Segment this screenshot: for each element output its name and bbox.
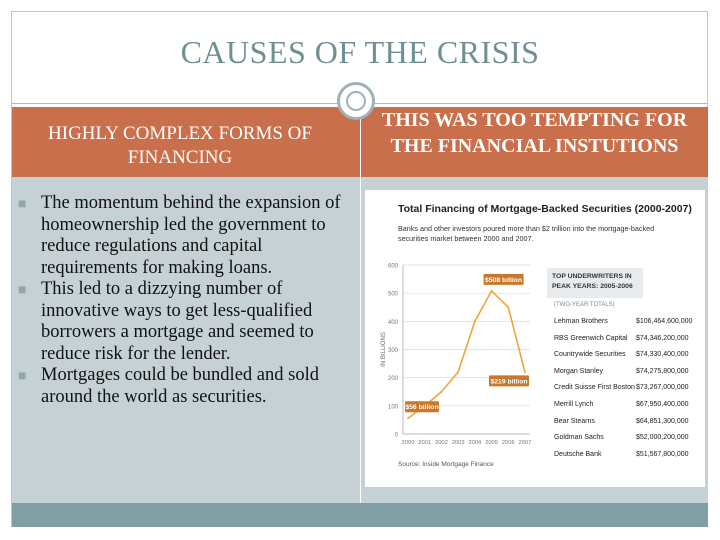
y-axis-label: IN BILLIONS (381, 332, 387, 367)
series-line (408, 291, 528, 418)
underwriter-amount: $52,000,200,000 (636, 434, 689, 442)
underwriter-name: Countrywide Securities (554, 351, 626, 359)
underwriter-name: Deutsche Bank (554, 450, 602, 458)
bullet-item (18, 279, 344, 365)
callout-label: $219 billion (490, 378, 528, 386)
underwriter-amount: $67,950,400,000 (636, 401, 689, 408)
underwriters-title: TOP UNDERWRITERS IN PEAK YEARS: 2005-2006 (552, 273, 633, 290)
y-tick-label: 100 (387, 404, 398, 411)
x-tick-label: 2002 (434, 440, 448, 446)
underwriters-box (547, 268, 643, 298)
bullet-icon: ■ (18, 369, 27, 384)
underwriter-amount: $64,851,300,000 (636, 417, 689, 425)
underwriter-amount: $74,275,800,000 (636, 367, 689, 375)
data-point (441, 391, 443, 393)
underwriter-amount: $74,330,400,000 (636, 351, 689, 359)
underwriter-amount: $74,346,200,000 (636, 334, 689, 342)
bullet-icon: ■ (18, 283, 27, 298)
data-point (491, 290, 493, 292)
y-tick-label: 300 (387, 348, 398, 354)
x-tick-label: 2004 (468, 440, 482, 446)
bullet-icon: ■ (18, 197, 27, 212)
x-tick-label: 2001 (418, 440, 432, 446)
underwriters-header: (TWO-YEAR TOTALS) (554, 302, 615, 308)
chart-source: Source: Inside Mortgage Finance (398, 461, 494, 468)
underwriter-name: Bear Stearns (554, 417, 595, 425)
circle-ornament-icon (337, 82, 375, 120)
underwriter-amount: $73,267,000,000 (636, 384, 689, 392)
left-heading-bar (12, 107, 360, 177)
underwriter-name: Merrill Lynch (554, 401, 594, 408)
chart-title: Total Financing of Mortgage-Backed Securities (2000-2007) (398, 203, 692, 215)
underwriter-name: RBS Greenwich Capital (554, 334, 628, 342)
underwriter-name: Goldman Sachs (554, 434, 604, 442)
underwriter-amount: $106,464,600,000 (636, 318, 693, 325)
x-tick-label: 2007 (518, 440, 532, 446)
bullet-item (18, 365, 344, 408)
bullet-text: The momentum behind the expansion of homeownership led the government to reduce regulations and capital requirements for making loans. (41, 193, 341, 278)
y-tick-label: 0 (394, 432, 398, 439)
underwriter-name: Lehman Brothers (554, 318, 608, 325)
underwriter-name: Credit Suisse First Boston (554, 384, 635, 392)
data-point (407, 417, 409, 419)
right-heading: THIS WAS TOO TEMPTING FOR THE FINANCIAL INSTUTIONS (381, 109, 688, 157)
x-tick-label: 2006 (501, 440, 515, 446)
bullet-text: This led to a dizzying number of innovative ways to get less-qualified borrowers a mortgage and seemed to reduce risk for the lender. (41, 279, 314, 364)
bullet-item (18, 193, 344, 279)
right-heading-bar (361, 107, 708, 177)
y-tick-label: 200 (387, 376, 398, 383)
callout-label: $56 billion (405, 404, 439, 412)
slide-title: CAUSES OF THE CRISIS (180, 34, 540, 70)
x-tick-label: 2005 (485, 440, 499, 446)
x-tick-label: 2000 (401, 440, 415, 446)
callout-label: $508 billion (485, 276, 523, 284)
footer-bar (12, 503, 708, 527)
chart-subtitle: Banks and other investors poured more than $2 trillion into the mortgage-backed securities market between 2000 and 2007. (398, 224, 655, 243)
y-tick-label: 400 (387, 319, 398, 326)
y-tick-label: 500 (387, 291, 398, 298)
data-point (457, 371, 459, 373)
y-tick-label: 600 (387, 263, 398, 270)
left-heading: HIGHLY COMPLEX FORMS OF FINANCING (48, 123, 312, 168)
chart-image (365, 190, 705, 487)
x-tick-label: 2003 (451, 440, 465, 446)
data-point (524, 371, 526, 373)
data-point (474, 320, 476, 322)
bullet-list (18, 193, 344, 408)
underwriter-name: Morgan Stanley (554, 367, 604, 375)
data-point (507, 306, 509, 308)
underwriter-amount: $51,567,800,000 (636, 450, 689, 458)
bullet-text: Mortgages could be bundled and sold around the world as securities. (41, 365, 319, 407)
